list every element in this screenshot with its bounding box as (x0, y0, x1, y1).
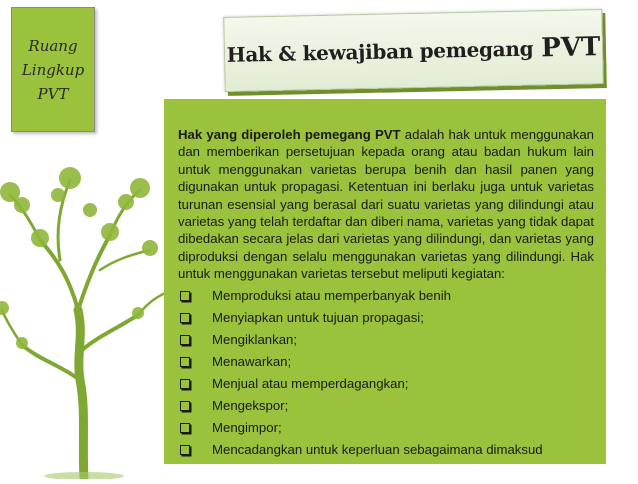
content-panel (164, 99, 606, 464)
list-item (176, 395, 594, 417)
square-bullet-icon (180, 401, 190, 411)
list-item (176, 373, 594, 395)
page-title-part1: Hak & kewajiban pemegang (226, 35, 534, 67)
intro-text: adalah hak untuk menggunakan dan memberikan persetujuan kepada orang atau badan hukum lain untuk menggunakan varietas berupa benih dan hasil panen yang digunakan untuk propagasi. Ketentuan ini berlaku juga untuk varietas turunan esensial yang berasal dari suatu varietas yang dilindungi atau varietas yang telah terdaftar dan diberi nama, varietas yang tidak dapat dibedakan secara jelas dari varietas yang dilindungi, dan varietas yang diproduksi dengan selalu menggunakan varietas yang dilindungi. Hak untuk menggunakan varietas tersebut meliputi kegiatan: (178, 127, 594, 282)
square-bullet-icon (180, 423, 190, 433)
square-bullet-icon (180, 313, 190, 323)
page-title (223, 9, 603, 92)
list-item (176, 351, 594, 373)
list-item (176, 329, 594, 351)
list-item-label: Mengimpor; (212, 419, 282, 435)
activity-list (176, 285, 594, 461)
list-item-label: Mengiklankan; (212, 331, 298, 347)
list-item-label: Menjual atau memperdagangkan; (212, 375, 409, 391)
list-item (176, 285, 594, 307)
list-item-label: Memproduksi atau memperbanyak benih (212, 287, 451, 303)
side-tab-line-1: Ruang (28, 36, 78, 55)
list-item-label: Mencadangkan untuk keperluan sebagaimana dimaksud (212, 441, 543, 457)
square-bullet-icon (180, 379, 190, 389)
tree-illustration (0, 150, 175, 479)
side-tab-ruang-lingkup[interactable] (11, 7, 95, 132)
list-item-label: Menyiapkan untuk tujuan propagasi; (212, 309, 424, 325)
side-tab-line-2: Lingkup (21, 60, 85, 79)
square-bullet-icon (180, 445, 190, 455)
square-bullet-icon (180, 291, 190, 301)
page-title-part2: PVT (540, 31, 601, 63)
list-item (176, 417, 594, 439)
list-item-label: Mengekspor; (212, 397, 289, 413)
intro-paragraph (178, 126, 594, 283)
list-item (176, 307, 594, 329)
list-item (176, 439, 594, 461)
square-bullet-icon (180, 357, 190, 367)
side-tab-line-3: PVT (37, 84, 69, 103)
list-item-label: Menawarkan; (212, 353, 292, 369)
tree-icon (0, 150, 175, 479)
square-bullet-icon (180, 335, 190, 345)
intro-bold: Hak yang diperoleh pemegang PVT (178, 127, 401, 142)
